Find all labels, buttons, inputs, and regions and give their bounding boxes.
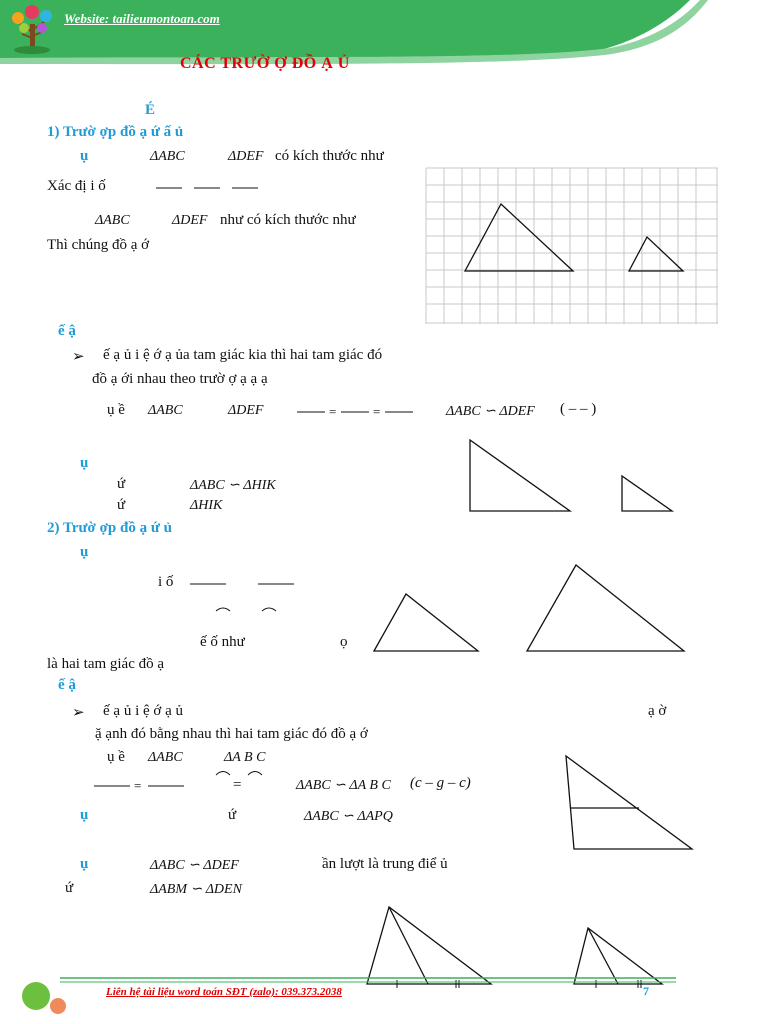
header-wave-background: [0, 0, 768, 62]
s2-similarity: ΔABC ∽ ΔA B C: [296, 778, 391, 793]
s1-example-line1-label: ứ: [117, 476, 126, 492]
s1-line1-text: có kích thước như: [275, 148, 384, 164]
s1-ccc-paren: ( – – ): [560, 401, 597, 417]
s2-theorem-a1b1c1: ΔA B C: [224, 750, 266, 765]
s2-theorem-line2: ặ ạnh đó bằng nhau thì hai tam giác đó đồ ạ ớ: [95, 726, 368, 742]
s2-example2-label: ụ: [80, 856, 89, 872]
s2-triangles-figure: [372, 562, 692, 654]
s2-cgc-label: (c – g – c): [410, 775, 471, 791]
s2-fraction-lines: [190, 582, 300, 592]
svg-text:=: =: [134, 778, 142, 793]
s2-example2-text: ần lượt là trung điể ủ: [322, 856, 448, 872]
s2-example1-math: ΔABC ∽ ΔAPQ: [304, 809, 393, 824]
s2-bullet-icon: ➢: [72, 705, 85, 721]
s2-example2-math: ΔABC ∽ ΔDEF: [150, 858, 239, 873]
s2-triangle-apq-figure: [564, 754, 694, 850]
s1-example-line2-label: ứ: [117, 497, 126, 513]
s2-ratio-equation: [94, 778, 194, 792]
s1-line3-def: ΔDEF: [172, 213, 208, 228]
section-label: É: [145, 102, 156, 118]
s1-line2-text: Xác đị i ố: [47, 178, 106, 194]
s1-example-line1-math: ΔABC ∽ ΔHIK: [190, 478, 276, 493]
s1-theorem-def: ΔDEF: [228, 403, 264, 418]
s1-line4-text: Thì chúng đồ ạ ớ: [47, 237, 150, 253]
footer-decoration: [0, 974, 768, 1024]
s1-example-label: ụ: [80, 148, 89, 164]
s1-theorem-abc: ΔABC: [148, 403, 183, 418]
tree-logo-icon: [4, 2, 64, 58]
s2-theorem-line1: ế ạ ủ i ệ ớ ạ ủ: [103, 703, 183, 719]
s2-theorem-label: ế ậ: [58, 677, 76, 693]
s2-angle-hats: [214, 605, 284, 615]
s1-theorem-line1: ế ạ ủ i ệ ớ ạ ủa tam giác kia thì hai tam giác đó: [103, 347, 383, 363]
grid-figure: [426, 168, 718, 324]
s2-example3-math: ΔABM ∽ ΔDEN: [150, 882, 242, 897]
s1-example-label-2: ụ: [80, 455, 89, 471]
s1-triangle-def: ΔDEF: [228, 149, 264, 164]
s1-similarity: ΔABC ∽ ΔDEF: [446, 404, 535, 419]
s1-line3-abc: ΔABC: [95, 213, 130, 228]
s2-example3-label: ứ: [65, 880, 74, 896]
s1-example-line2-math: ΔHIK: [190, 498, 223, 513]
s1-right-triangles-figure: [466, 438, 706, 518]
s1-theorem-line2: đồ ạ ới nhau theo trườ ợ ạ ạ ạ: [92, 371, 268, 387]
section-1-heading: 1) Trườ ợp đồ ạ ứ ấ ủ: [47, 124, 184, 140]
s2-example-label: ụ: [80, 544, 89, 560]
s1-theorem-label: ế ậ: [58, 323, 76, 339]
s2-example1-u2: ứ: [228, 807, 237, 823]
section-2-heading: 2) Trườ ợp đồ ạ ứ ủ: [47, 520, 172, 536]
s2-line3-text: ế ố như: [200, 634, 245, 650]
s2-angle-equal-sign: =: [233, 777, 242, 793]
s1-theorem-line3-label: ụ ề: [107, 402, 125, 418]
page-title: CÁC TRƯỜ Ợ ĐỒ Ạ Ủ: [180, 55, 350, 72]
s2-theorem-line1-end: ạ ờ: [648, 703, 667, 719]
s1-ratio-equation: [297, 404, 427, 418]
s1-line3-text: như có kích thước như: [220, 212, 356, 228]
s2-theorem-line3-label: ụ ề: [107, 749, 125, 765]
footer-contact[interactable]: Liên hệ tài liệu word toán SĐT (zalo): 039.373.2038: [106, 986, 342, 998]
header-banner: [0, 0, 768, 62]
s2-line4-text: là hai tam giác đồ ạ: [47, 656, 165, 672]
svg-text:=: =: [373, 404, 381, 419]
page-number: 7: [643, 984, 649, 998]
s2-line2-text: i ố: [158, 574, 174, 590]
s2-example1-label: ụ: [80, 807, 89, 823]
s1-triangle-abc: ΔABC: [150, 149, 185, 164]
s1-bullet-icon: ➢: [72, 349, 85, 365]
svg-text:=: =: [329, 404, 337, 419]
s2-theorem-abc: ΔABC: [148, 750, 183, 765]
s2-line3-o: ọ: [340, 634, 348, 650]
website-link[interactable]: Website: tailieumontoan.com: [64, 11, 220, 26]
s1-fraction-lines: [156, 186, 276, 196]
s2-angle-equal-hats: [214, 768, 274, 778]
